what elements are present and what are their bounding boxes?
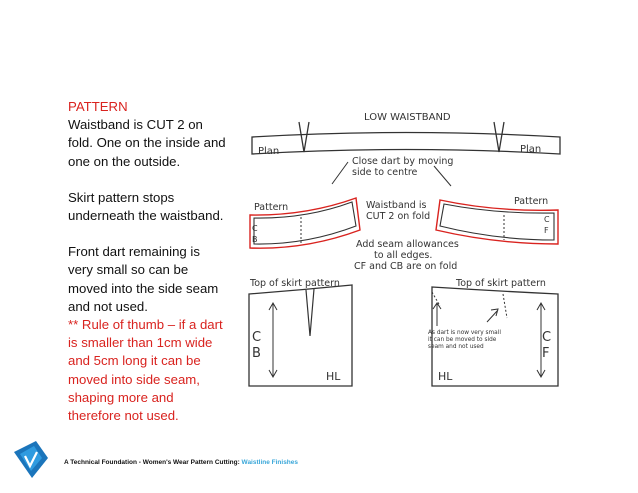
close-dart-line1: Close dart by moving <box>352 156 454 167</box>
footer-prefix: A Technical Foundation - Women's Wear Pattern Cutting: <box>64 459 242 466</box>
diagram-title: LOW WAISTBAND <box>364 112 451 123</box>
waistband-note-line1: Waistband is <box>366 200 427 211</box>
skirt-right-dart-small <box>503 294 507 318</box>
hl-left: HL <box>326 370 341 383</box>
heading: PATTERN <box>68 99 128 114</box>
paragraph-front-dart: Front dart remaining is very small so can be moved into the side seam and not used. <box>68 244 219 314</box>
seam-note-line1: Add seam allowances <box>356 239 459 250</box>
text-column <box>68 98 228 425</box>
skirt-left-dart <box>306 289 314 336</box>
seam-note-line3: CF and CB are on fold <box>354 261 458 272</box>
big-c-right: C <box>542 330 552 345</box>
pattern-left-label: Pattern <box>254 202 289 213</box>
rule-of-thumb: ** Rule of thumb – if a dart is smaller than 1cm wide and 5cm long it can be moved into side seam, shaping more and therefore not used. <box>68 317 223 424</box>
plan-left-label: Plan <box>258 146 280 157</box>
note-arrow-left <box>433 303 441 326</box>
seam-note-line2: to all edges. <box>374 250 433 261</box>
paragraph-skirt: Skirt pattern stops underneath the waistband. <box>68 189 224 224</box>
cb-c: C <box>252 224 258 233</box>
plan-dart-right <box>494 122 504 152</box>
note-arrow-right <box>487 309 498 322</box>
pattern-right-label: Pattern <box>514 196 549 207</box>
hl-right: HL <box>438 370 453 383</box>
logo-icon <box>10 438 50 480</box>
footer-highlight: Waistline Finishes <box>241 459 299 466</box>
top-skirt-right-label: Top of skirt pattern <box>456 278 546 289</box>
arrow-right <box>434 166 451 186</box>
plan-dart-left <box>299 122 309 152</box>
top-skirt-left-label: Top of skirt pattern <box>250 278 340 289</box>
note-line2: it can be moved to side <box>428 337 497 343</box>
note-line1: As dart is now very small <box>428 330 501 336</box>
big-c-left: C <box>252 330 262 345</box>
waistband-note-line2: CUT 2 on fold <box>366 211 431 222</box>
footer-text <box>64 459 298 466</box>
plan-band <box>252 133 560 155</box>
close-dart-line2: side to centre <box>352 167 418 178</box>
cb-b: B <box>252 235 258 244</box>
note-line3: seam and not used <box>428 344 484 350</box>
arrow-left <box>332 162 348 184</box>
plan-right-label: Plan <box>520 144 542 155</box>
paragraph-waistband: Waistband is CUT 2 on fold. One on the inside and one on the outside. <box>68 117 226 169</box>
big-b: B <box>252 346 261 361</box>
waistband-diagram <box>246 104 566 394</box>
cf-c: C <box>544 215 550 224</box>
cf-f: F <box>544 226 549 235</box>
big-f: F <box>542 346 550 361</box>
